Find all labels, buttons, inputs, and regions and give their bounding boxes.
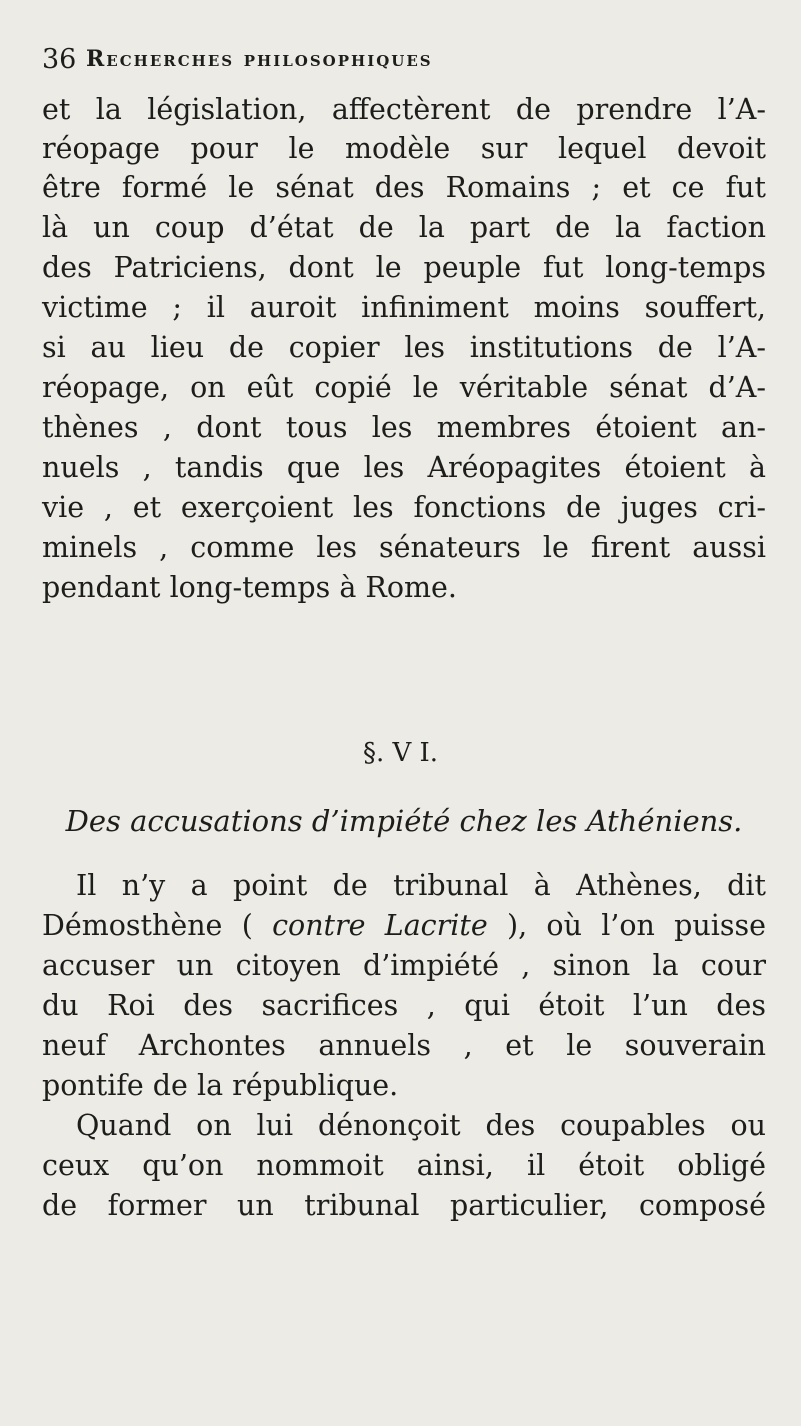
text-line: pendant long-temps à Rome. — [42, 571, 457, 604]
text-line: victime ; il auroit infiniment moins souffert, — [42, 291, 766, 324]
text-line — [42, 906, 766, 946]
text-line: et la législation, affectèrent de prendre l’A- — [42, 93, 766, 126]
text-line: réopage, on eût copié le véritable sénat d’A- — [42, 371, 766, 404]
text-line: là un coup d’état de la part de la faction — [42, 211, 766, 244]
text-line: si au lieu de copier les institutions de l’A- — [42, 331, 766, 364]
text-line: nuels , tandis que les Aréopagites étoient à — [42, 451, 766, 484]
text-line: ceux qu’on nommoit ainsi, il étoit obligé — [42, 1149, 766, 1182]
cited-work: contre Lacrite — [272, 909, 488, 942]
text-line: neuf Archontes annuels , et le souverain — [42, 1029, 766, 1062]
text-line: Il n’y a point de tribunal à Athènes, dit — [76, 869, 766, 902]
running-head: Recherches philosophiques — [86, 46, 433, 72]
page-header — [42, 44, 762, 80]
text-segment: Démosthène ( — [42, 909, 273, 942]
text-line: des Patriciens, dont le peuple fut long-temps — [42, 251, 766, 284]
text-line: thènes , dont tous les membres étoient an- — [42, 411, 766, 444]
text-line: vie , et exerçoient les fonctions de juges cri- — [42, 491, 766, 524]
text-line: accuser un citoyen d’impiété , sinon la cour — [42, 949, 766, 982]
text-segment: ), où l’on puisse — [487, 909, 766, 942]
text-line: pontife de la république. — [42, 1069, 399, 1102]
text-line: du Roi des sacrifices , qui étoit l’un des — [42, 989, 766, 1022]
text-line: réopage pour le modèle sur lequel devoit — [42, 132, 766, 165]
page-number: 36 — [42, 44, 77, 75]
text-line: Quand on lui dénonçoit des coupables ou — [76, 1109, 766, 1142]
section-number: §. V I. — [362, 738, 439, 768]
section-title: Des accusations d’impiété chez les Athéniens. — [65, 804, 743, 838]
text-line: de former un tribunal particulier, composé — [42, 1189, 766, 1222]
text-line: minels , comme les sénateurs le firent aussi — [42, 531, 766, 564]
text-line: être formé le sénat des Romains ; et ce fut — [42, 171, 766, 204]
